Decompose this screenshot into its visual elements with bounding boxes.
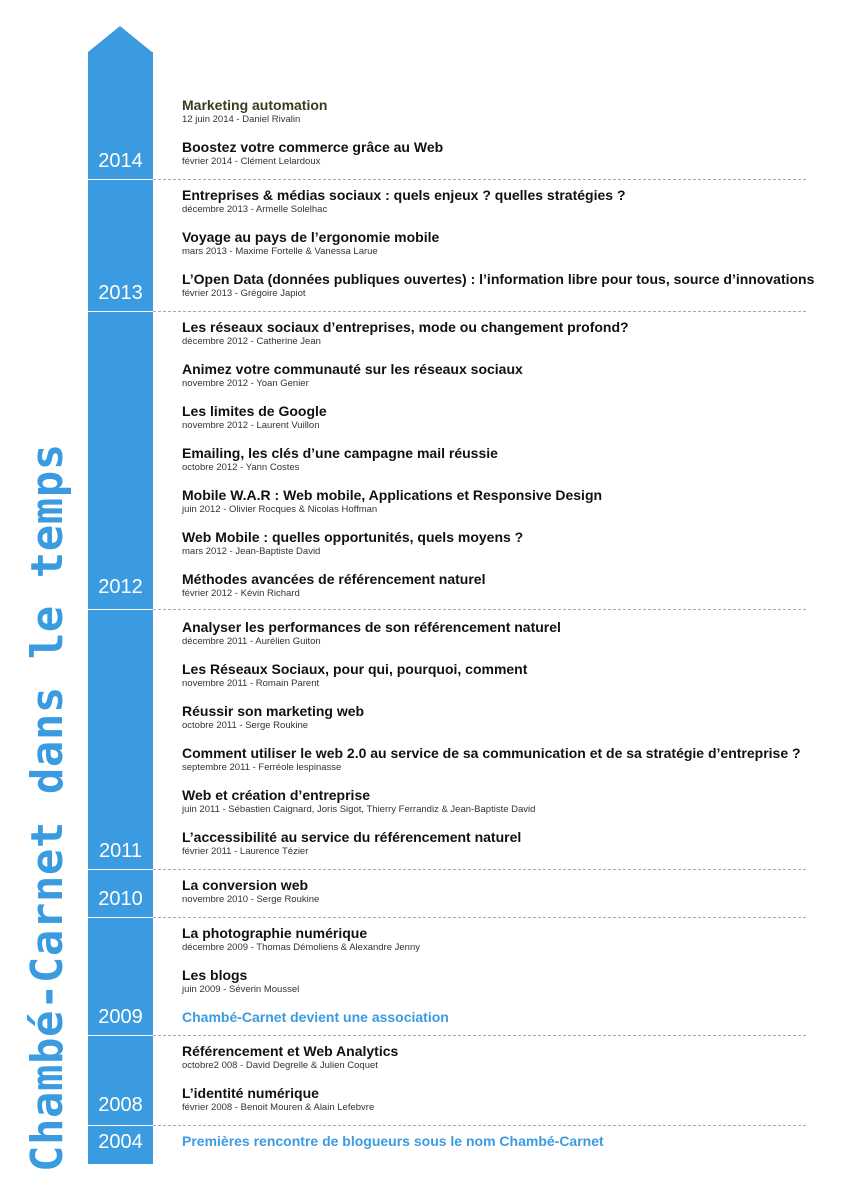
entry-meta: novembre 2012 - Yoan Genier xyxy=(182,378,309,389)
entry-meta: juin 2011 - Sébastien Caignard, Joris Sigot, Thierry Ferrandiz & Jean-Baptiste David xyxy=(182,804,536,815)
year-divider xyxy=(88,917,806,918)
timeline-entry xyxy=(182,703,822,732)
entry-title: L’accessibilité au service du référencement naturel xyxy=(182,829,522,845)
timeline-entry xyxy=(182,97,822,126)
timeline-entry xyxy=(182,619,822,648)
entry-meta: octobre 2012 - Yann Costes xyxy=(182,462,300,473)
timeline-entry xyxy=(182,925,822,954)
timeline-entry xyxy=(182,319,822,348)
entry-title: Les blogs xyxy=(182,967,248,983)
entry-title: Marketing automation xyxy=(182,97,328,113)
entry-meta: octobre 2011 - Serge Roukine xyxy=(182,720,309,731)
timeline-entry xyxy=(182,361,822,390)
entry-meta: février 2013 - Grégoire Japiot xyxy=(182,288,306,299)
entry-meta: décembre 2009 - Thomas Démoliens & Alexandre Jenny xyxy=(182,942,420,953)
timeline-entry xyxy=(182,787,822,816)
entry-meta: 12 juin 2014 - Daniel Rivalin xyxy=(182,114,301,125)
entry-meta: mars 2012 - Jean-Baptiste David xyxy=(182,546,321,557)
year-divider xyxy=(88,609,806,610)
entry-title: Les limites de Google xyxy=(182,403,327,419)
entry-title: Comment utiliser le web 2.0 au service de sa communication et de sa stratégie d’entreprise ? xyxy=(182,745,801,761)
timeline-milestone xyxy=(182,1133,822,1149)
year-label-2014: 2014 xyxy=(98,150,143,172)
milestone-title: Premières rencontre de blogueurs sous le nom Chambé-Carnet xyxy=(182,1133,604,1149)
timeline-entry xyxy=(182,571,822,600)
entry-title: Emailing, les clés d’une campagne mail réussie xyxy=(182,445,498,461)
entry-meta: décembre 2011 - Aurélien Guiton xyxy=(182,636,321,647)
milestone-title: Chambé-Carnet devient une association xyxy=(182,1009,449,1025)
timeline-entry xyxy=(182,187,822,216)
entry-title: Les Réseaux Sociaux, pour qui, pourquoi, comment xyxy=(182,661,528,677)
timeline-arrow xyxy=(88,26,152,52)
timeline-entry xyxy=(182,877,822,906)
entry-meta: février 2014 - Clément Lelardoux xyxy=(182,156,321,167)
page-title: Chambé-Carnet dans le temps xyxy=(22,443,73,1172)
timeline-entry xyxy=(182,967,822,996)
year-divider xyxy=(88,1125,806,1126)
entry-meta: novembre 2010 - Serge Roukine xyxy=(182,894,320,905)
year-divider xyxy=(88,179,806,180)
year-divider xyxy=(88,1035,806,1036)
entry-meta: décembre 2013 - Armelle Solelhac xyxy=(182,204,328,215)
entry-meta: juin 2009 - Séverin Moussel xyxy=(182,984,300,995)
entry-meta: juin 2012 - Olivier Rocques & Nicolas Hoffman xyxy=(182,504,378,515)
timeline-entry xyxy=(182,229,822,258)
year-label-2010: 2010 xyxy=(98,888,143,910)
timeline-entry xyxy=(182,445,822,474)
entry-title: Méthodes avancées de référencement naturel xyxy=(182,571,486,587)
entry-title: Boostez votre commerce grâce au Web xyxy=(182,139,444,155)
entry-title: La photographie numérique xyxy=(182,925,368,941)
entry-meta: février 2011 - Laurence Tézier xyxy=(182,846,309,857)
timeline-entry xyxy=(182,661,822,690)
entry-title: L’identité numérique xyxy=(182,1085,319,1101)
year-label-2004: 2004 xyxy=(98,1131,143,1153)
entry-meta: septembre 2011 - Ferréole lespinasse xyxy=(182,762,342,773)
entry-title: Web Mobile : quelles opportunités, quels moyens ? xyxy=(182,529,524,545)
entry-title: Analyser les performances de son référencement naturel xyxy=(182,619,561,635)
timeline-entry xyxy=(182,745,822,774)
entry-meta: février 2012 - Kévin Richard xyxy=(182,588,300,599)
timeline-entry xyxy=(182,487,822,516)
year-divider xyxy=(88,869,806,870)
year-label-2009: 2009 xyxy=(98,1006,143,1028)
year-label-2011: 2011 xyxy=(98,840,142,862)
entry-title: Voyage au pays de l’ergonomie mobile xyxy=(182,229,440,245)
timeline-entry xyxy=(182,403,822,432)
timeline-entry xyxy=(182,139,822,168)
entry-title: Les réseaux sociaux d’entreprises, mode ou changement profond? xyxy=(182,319,629,335)
timeline-entry xyxy=(182,829,822,858)
entry-title: Référencement et Web Analytics xyxy=(182,1043,399,1059)
year-label-2013: 2013 xyxy=(98,282,143,304)
entry-title: Réussir son marketing web xyxy=(182,703,365,719)
year-divider xyxy=(88,311,806,312)
timeline-milestone xyxy=(182,1009,822,1025)
entry-meta: mars 2013 - Maxime Fortelle & Vanessa Larue xyxy=(182,246,378,257)
timeline-entry xyxy=(182,1085,822,1114)
entry-title: Animez votre communauté sur les réseaux sociaux xyxy=(182,361,523,377)
entry-meta: décembre 2012 - Catherine Jean xyxy=(182,336,321,347)
year-label-2008: 2008 xyxy=(98,1094,143,1116)
entry-title: Mobile W.A.R : Web mobile, Applications et Responsive Design xyxy=(182,487,603,503)
timeline-entry xyxy=(182,529,822,558)
year-label-2012: 2012 xyxy=(98,576,143,598)
entry-meta: novembre 2011 - Romain Parent xyxy=(182,678,320,689)
timeline-bar xyxy=(88,52,153,1164)
timeline-entry xyxy=(182,1043,822,1072)
entry-title: Web et création d’entreprise xyxy=(182,787,371,803)
entry-title: L’Open Data (données publiques ouvertes) : l’information libre pour tous, source d’innovations xyxy=(182,271,815,287)
entry-meta: octobre2 008 - David Degrelle & Julien Coquet xyxy=(182,1060,378,1071)
entry-meta: février 2008 - Benoit Mouren & Alain Lefebvre xyxy=(182,1102,375,1113)
entry-meta: novembre 2012 - Laurent Vuillon xyxy=(182,420,320,431)
entry-title: La conversion web xyxy=(182,877,309,893)
entry-title: Entreprises & médias sociaux : quels enjeux ? quelles stratégies ? xyxy=(182,187,626,203)
timeline-entry xyxy=(182,271,822,300)
